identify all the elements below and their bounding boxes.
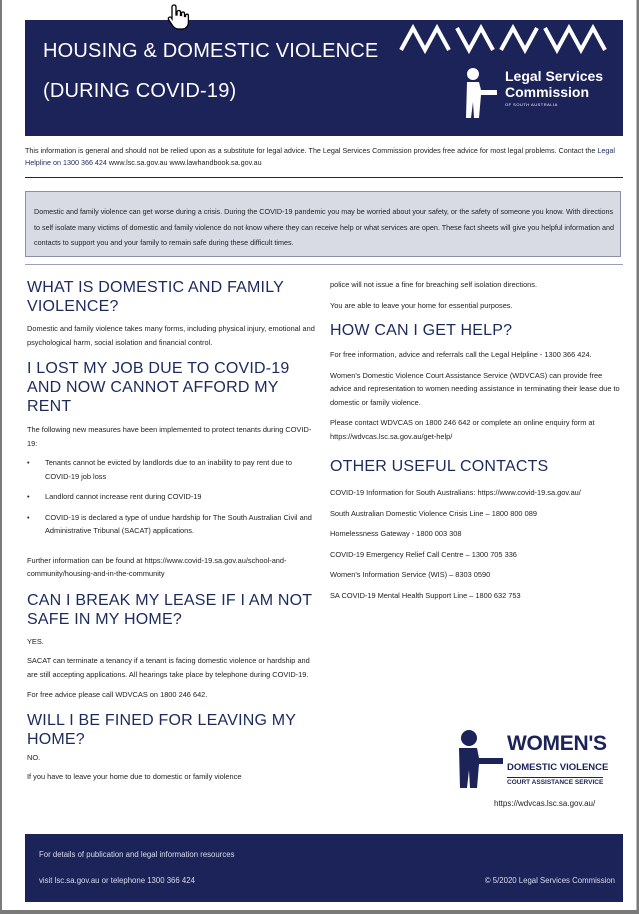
contact-item: Women's Information Service (WIS) – 8303 0590 xyxy=(330,570,491,579)
left-column xyxy=(27,278,317,784)
footer-contact: visit lsc.sa.gov.au or telephone 1300 366 424 xyxy=(39,876,195,885)
heading-fined: WILL I BE FINED FOR LEAVING MY HOME? xyxy=(27,711,296,748)
lsc-logo xyxy=(461,66,621,124)
page-title-line1: HOUSING & DOMESTIC VIOLENCE xyxy=(43,40,379,62)
disclaimer-text: This information is general and should not be relied upon as a substitute for legal advice. The Legal Services Commission provides free advice for most legal problems. Contact the xyxy=(25,146,598,155)
paragraph-police: police will not issue a fine for breaching self isolation directions. xyxy=(330,280,538,289)
heading-other-contacts: OTHER USEFUL CONTACTS xyxy=(330,458,549,475)
lsc-figure-icon xyxy=(461,66,503,122)
document-page xyxy=(2,0,637,910)
lsc-logo-text-1: Legal Services xyxy=(505,68,604,84)
paragraph-wdvcas: Women's Domestic Violence Court Assistance Service (WDVCAS) can provide free advice and representation to women needing assistance in terminating their lease due to domestic or family violence. xyxy=(330,370,620,407)
contact-item: South Australian Domestic Violence Crisis Line – 1800 800 089 xyxy=(330,508,537,518)
page-title-line2: (DURING COVID-19) xyxy=(43,80,237,102)
paragraph-essential: You are able to leave your home for essential purposes. xyxy=(330,300,513,310)
paragraph-what-is-dv: Domestic and family violence takes many forms, including physical injury, emotional and psychological harm, social isolation and financial control. xyxy=(27,324,315,347)
wdvcas-logo-text-3: COURT ASSISTANCE SERVICE xyxy=(507,779,604,786)
heading-lost-job: I LOST MY JOB DUE TO COVID-19 AND NOW CANNOT AFFORD MY RENT xyxy=(27,360,290,415)
measures-list xyxy=(27,456,317,538)
heading-get-help: HOW CAN I GET HELP? xyxy=(330,322,513,339)
wdvcas-link[interactable]: https://wdvcas.lsc.sa.gov.au/ xyxy=(494,799,596,808)
website-links[interactable]: www.lsc.sa.gov.au www.lawhandbook.sa.gov.au xyxy=(106,158,262,167)
wdvcas-logo xyxy=(451,728,623,794)
list-item: • COVID-19 is declared a type of undue hardship for The South Australian Civil and Administrative Tribunal (SACAT) applications. xyxy=(27,511,317,538)
divider xyxy=(25,177,623,178)
wdvcas-logo-text-1: WOMEN'S xyxy=(507,732,607,755)
hand-cursor-icon xyxy=(166,3,190,31)
heading-break-lease: CAN I BREAK MY LEASE IF I AM NOT SAFE IN MY HOME? xyxy=(27,591,312,628)
paragraph-leave-home: If you have to leave your home due to domestic or family violence xyxy=(27,772,242,781)
contact-item: Homelessness Gateway - 1800 003 308 xyxy=(330,529,462,538)
right-column xyxy=(330,278,622,602)
footer-text: For details of publication and legal information resources xyxy=(39,850,235,859)
wdvcas-logo-text-2: DOMESTIC VIOLENCE xyxy=(507,762,609,773)
paragraph-free-advice: For free advice please call WDVCAS on 1800 246 642. xyxy=(27,690,208,699)
disclaimer xyxy=(25,145,623,169)
contact-item: COVID-19 Emergency Relief Call Centre – 1300 705 336 xyxy=(330,549,517,559)
paragraph-new-measures: The following new measures have been implemented to protect tenants during COVID-19: xyxy=(27,425,312,448)
lsc-logo-text-2: Commission xyxy=(505,84,590,100)
contact-item: COVID-19 Information for South Australians: https://www.covid-19.sa.gov.au/ xyxy=(330,488,581,497)
divider xyxy=(25,264,623,265)
intro-box: Domestic and family violence can get worse during a crisis. During the COVID-19 pandemic you may be worried about your safety, or the safety of someone you know. With directions to self isolate many victims of domestic and family violence do not know where they can receive help or what services are open. These fact sheets will give you helpful information and contacts to support you and your family to remain safe during these difficult times. xyxy=(25,191,621,257)
answer-yes: YES. xyxy=(27,636,44,646)
footer-copyright: © 5/2020 Legal Services Commission xyxy=(484,876,615,885)
answer-no: NO. xyxy=(27,752,41,762)
contact-item: SA COVID-19 Mental Health Support Line – 1800 632 753 xyxy=(330,590,521,600)
header-banner xyxy=(25,20,623,136)
heading-what-is-dv: WHAT IS DOMESTIC AND FAMILY VIOLENCE? xyxy=(27,279,284,315)
list-item: • Tenants cannot be evicted by landlords due to an inability to pay rent due to COVID-19 job loss xyxy=(27,456,317,483)
wdvcas-figure-icon xyxy=(451,728,509,790)
lsc-logo-text-3: OF SOUTH AUSTRALIA xyxy=(505,102,558,107)
paragraph-contact-wdvcas: Please contact WDVCAS on 1800 246 642 or complete an online enquiry form at https://wdvcas.lsc.sa.gov.au/get-help/ xyxy=(330,418,595,441)
paragraph-sacat: SACAT can terminate a tenancy if a tenant is facing domestic violence or hardship and are still accepting applications. All hearings take place by telephone during COVID-19. xyxy=(27,656,310,679)
list-item: • Landlord cannot increase rent during COVID-19 xyxy=(27,490,317,504)
helpline-link[interactable]: Legal Helpline on 1300 366 424 xyxy=(25,146,615,167)
footer xyxy=(25,834,623,902)
paragraph-helpline: For free information, advice and referrals call the Legal Helpline - 1300 366 424. xyxy=(330,350,592,359)
paragraph-further-info: Further information can be found at https://www.covid-19.sa.gov.au/school-and-community/housing-and-in-the-community xyxy=(27,555,287,578)
decorative-pattern-icon xyxy=(399,22,615,56)
